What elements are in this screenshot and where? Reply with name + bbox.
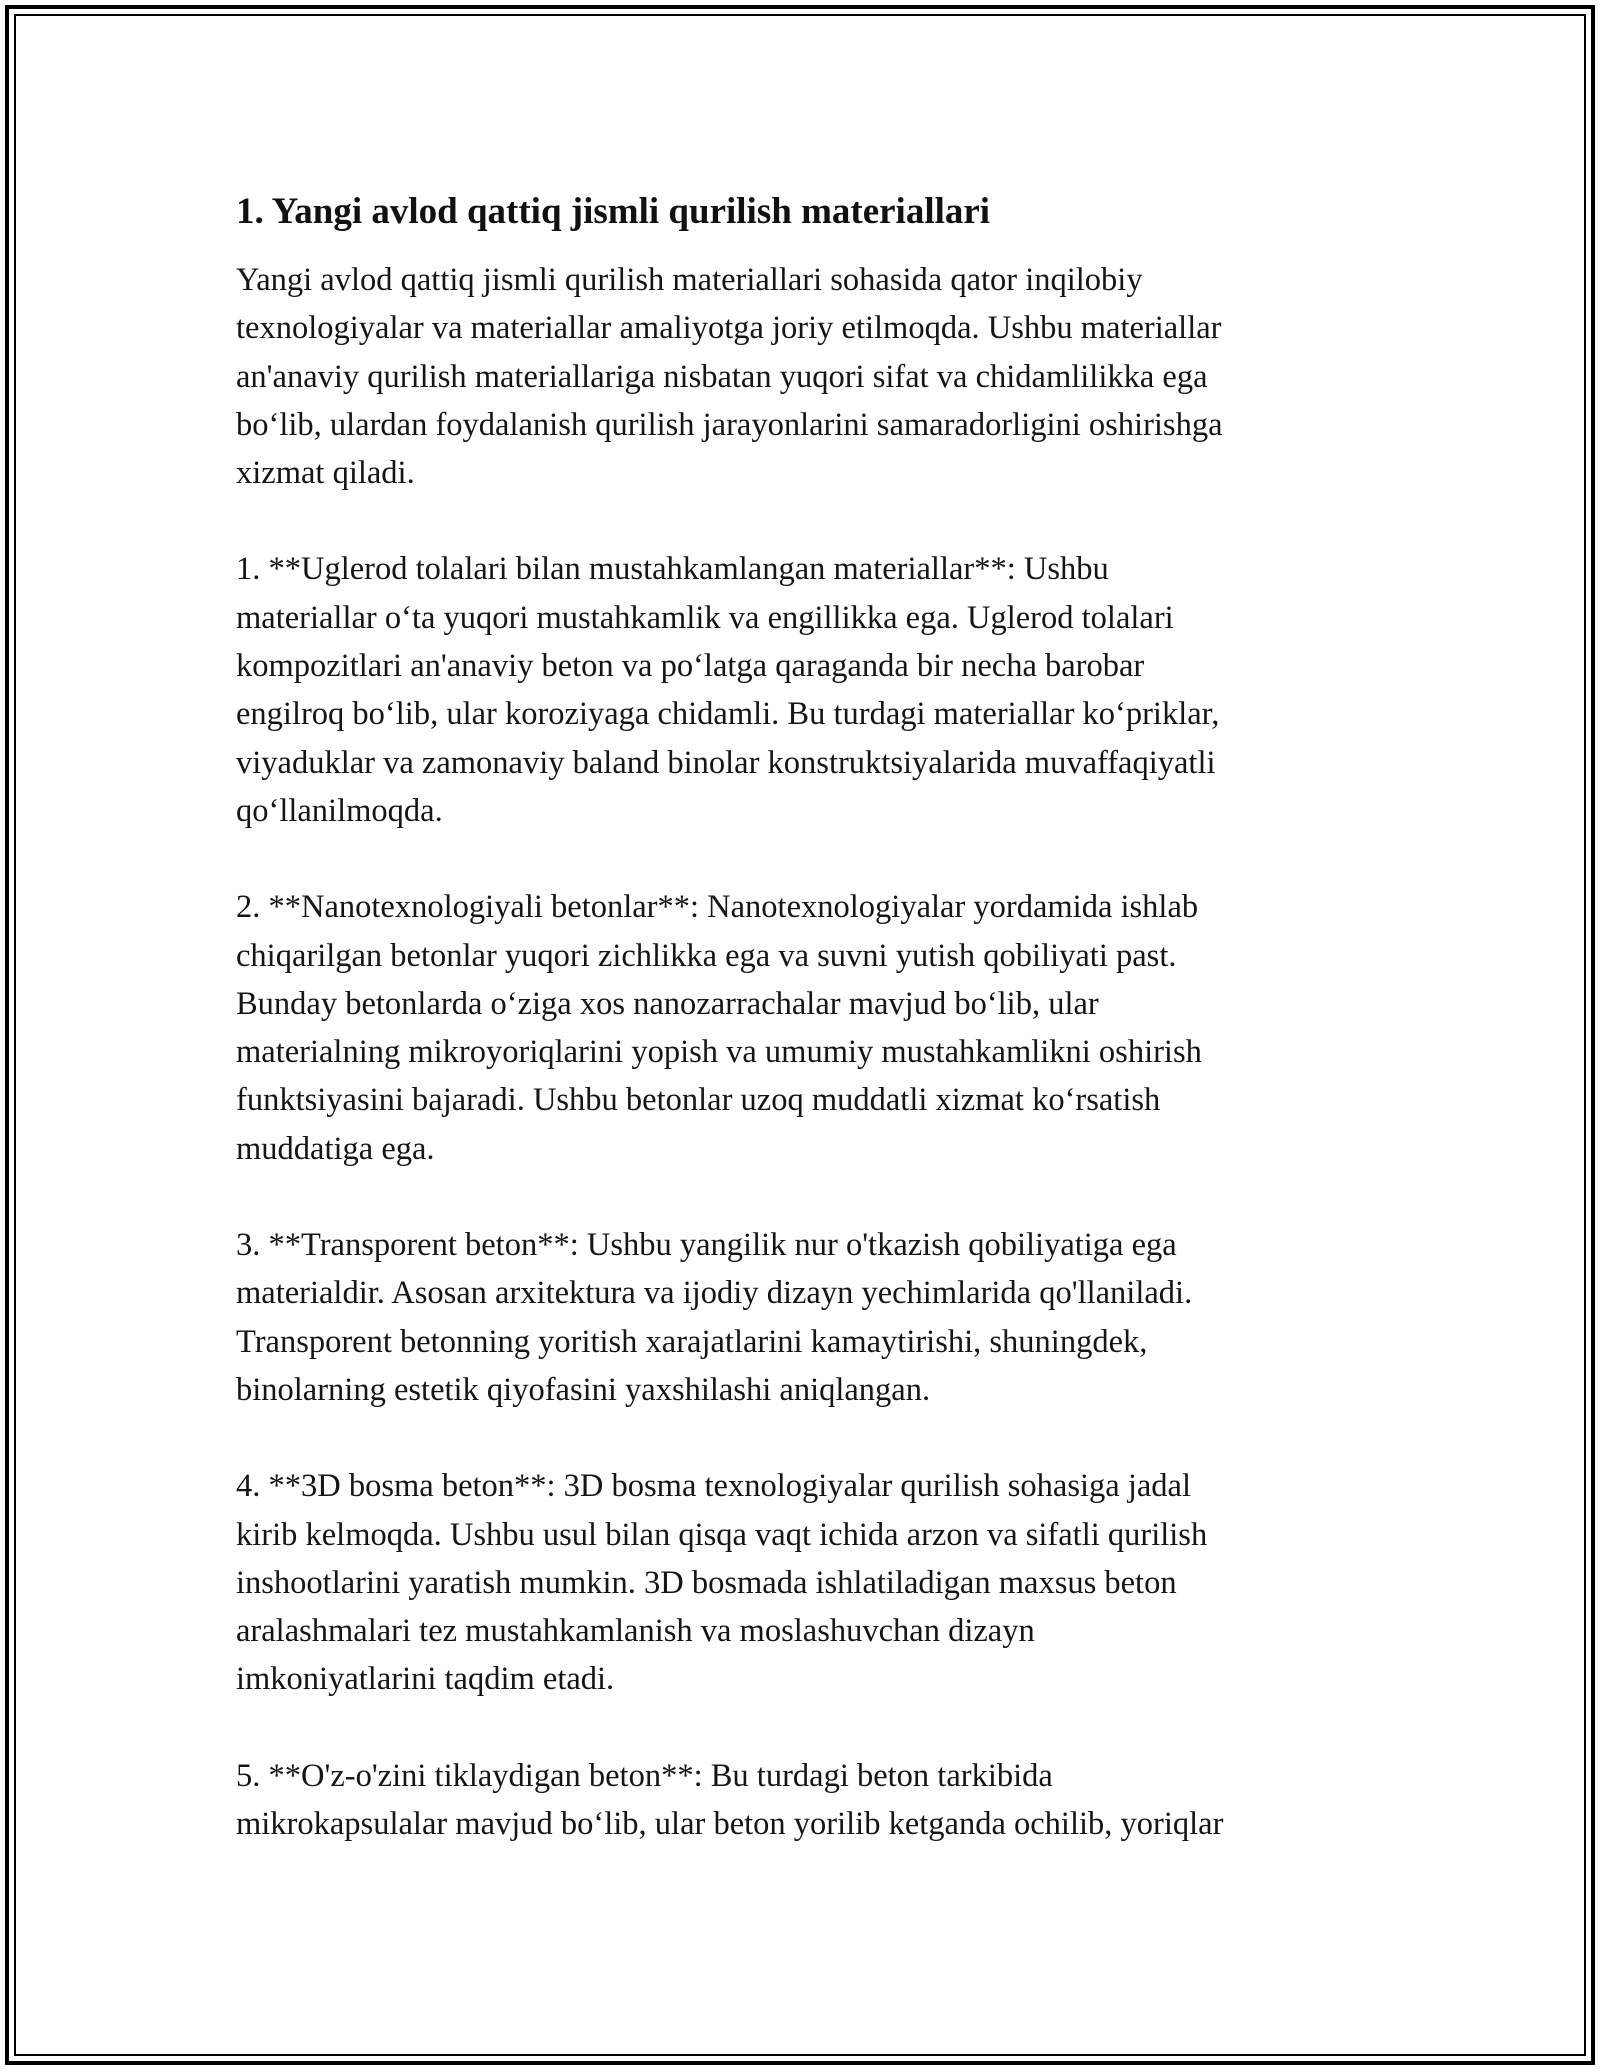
text-line: funktsiyasini bajaradi. Ushbu betonlar uzoq muddatli xizmat ko‘rsatish: [236, 1082, 1161, 1119]
text-line: engilroq bo‘lib, ular koroziyaga chidamli. Bu turdagi materiallar ko‘priklar,: [236, 696, 1220, 733]
text-line: xizmat qiladi.: [236, 455, 415, 492]
document-body: [236, 188, 1366, 1896]
text-line: Transporent betonning yoritish xarajatlarini kamaytirishi, shuningdek,: [236, 1323, 1148, 1360]
text-line: 3. **Transporent beton**: Ushbu yangilik nur o'tkazish qobiliyatiga ega: [236, 1227, 1177, 1264]
text-line: chiqarilgan betonlar yuqori zichlikka ega va suvni yutish qobiliyati past.: [236, 937, 1177, 974]
text-line: inshootlarini yaratish mumkin. 3D bosmada ishlatiladigan maxsus beton: [236, 1564, 1177, 1601]
text-line: mikrokapsulalar mavjud bo‘lib, ular beton yorilib ketganda ochilib, yoriqlar: [236, 1806, 1224, 1843]
text-line: materiallar o‘ta yuqori mustahkamlik va engillikka ega. Uglerod tolalari: [236, 599, 1174, 636]
list-item-2-paragraph: [236, 883, 1366, 1173]
text-line: binolarning estetik qiyofasini yaxshilashi aniqlangan.: [236, 1371, 931, 1408]
text-line: imkoniyatlarini taqdim etadi.: [236, 1661, 615, 1698]
text-line: materialning mikroyoriqlarini yopish va umumiy mustahkamlikni oshirish: [236, 1034, 1202, 1071]
intro-paragraph: [236, 256, 1366, 497]
text-line: an'anaviy qurilish materiallariga nisbatan yuqori sifat va chidamlilikka ega: [236, 358, 1208, 395]
text-line: 4. **3D bosma beton**: 3D bosma texnologiyalar qurilish sohasiga jadal: [236, 1468, 1191, 1505]
text-line: kompozitlari an'anaviy beton va po‘latga qaraganda bir necha barobar: [236, 648, 1145, 685]
text-line: Bunday betonlarda o‘ziga xos nanozarrachalar mavjud bo‘lib, ular: [236, 985, 1099, 1022]
list-item-5-paragraph: [236, 1752, 1366, 1849]
text-line: muddatiga ega.: [236, 1130, 435, 1167]
text-line: bo‘lib, ulardan foydalanish qurilish jarayonlarini samaradorligini oshirishga: [236, 406, 1223, 443]
text-line: Yangi avlod qattiq jismli qurilish materiallari sohasida qator inqilobiy: [236, 262, 1143, 298]
list-item-1-paragraph: [236, 545, 1366, 835]
text-line: 5. **O'z-o'zini tiklaydigan beton**: Bu turdagi beton tarkibida: [236, 1757, 1053, 1794]
section-heading: 1. Yangi avlod qattiq jismli qurilish materiallari: [236, 191, 991, 232]
list-item-4-paragraph: [236, 1462, 1366, 1703]
text-line: 1. **Uglerod tolalari bilan mustahkamlangan materiallar**: Ushbu: [236, 551, 1109, 588]
text-line: 2. **Nanotexnologiyali betonlar**: Nanotexnologiyalar yordamida ishlab: [236, 889, 1199, 926]
text-line: texnologiyalar va materiallar amaliyotga joriy etilmoqda. Ushbu materiallar: [236, 310, 1222, 347]
text-line: viyaduklar va zamonaviy baland binolar konstruktsiyalarida muvaffaqiyatli: [236, 744, 1216, 781]
text-line: qo‘llanilmoqda.: [236, 792, 443, 829]
list-item-3-paragraph: [236, 1221, 1366, 1414]
text-line: materialdir. Asosan arxitektura va ijodiy dizayn yechimlarida qo'llaniladi.: [236, 1275, 1193, 1312]
text-line: kirib kelmoqda. Ushbu usul bilan qisqa vaqt ichida arzon va sifatli qurilish: [236, 1516, 1208, 1553]
text-line: aralashmalari tez mustahkamlanish va moslashuvchan dizayn: [236, 1613, 1035, 1650]
